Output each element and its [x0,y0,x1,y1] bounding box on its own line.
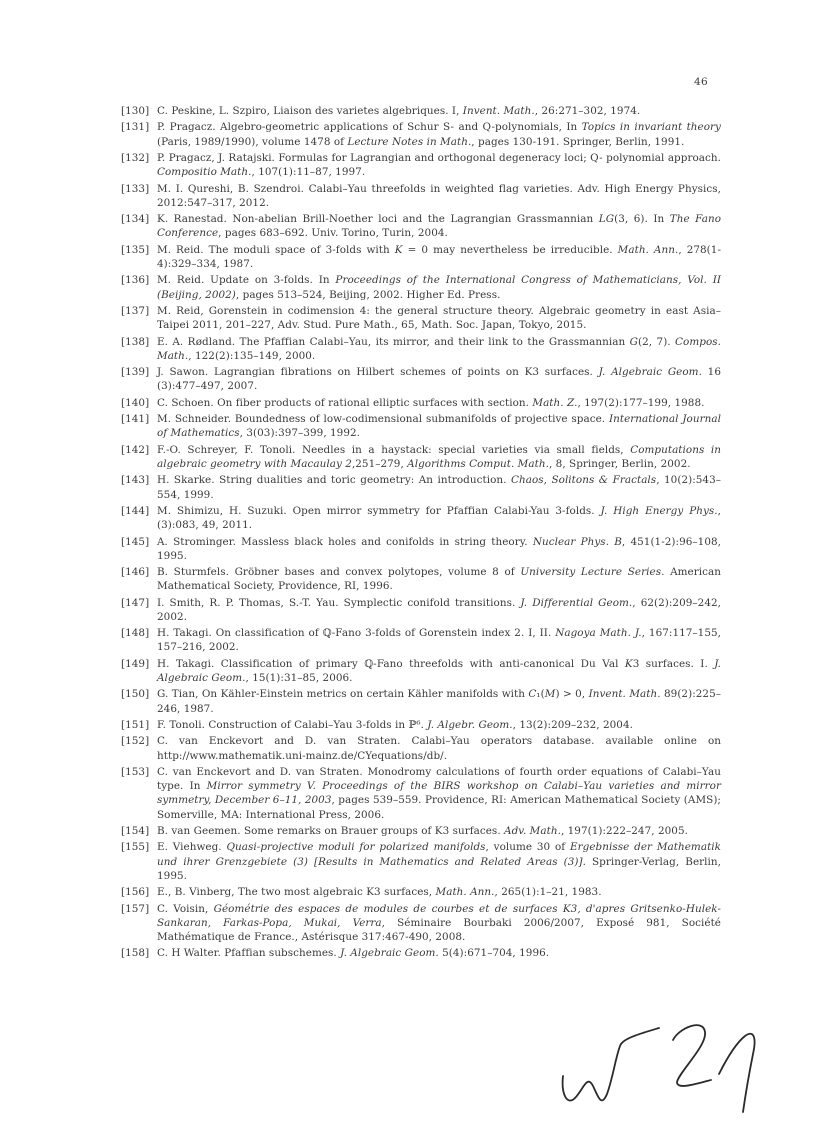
reference-italic-text: J. Differential Geom. [520,596,633,609]
reference-italic-text: Invent. Math. [462,105,535,117]
reference-plain-text: , 197(1):222–247, 2005. [560,825,688,838]
reference-plain-text: . American Mathematical Society, Providence, RI, 1996. [157,566,721,593]
reference-entry [121,212,721,240]
reference-entry [121,396,721,410]
reference-plain-text: F.-O. Schreyer, F. Tonoli. Needles in a haystack: special varieties via small fields, [157,443,631,456]
reference-italic-text: Topics in invariant theory [581,121,721,134]
reference-entry [121,104,721,118]
reference-label: [141] [121,413,150,426]
reference-entry [121,946,721,960]
reference-italic-text: Nuclear Phys. B [532,535,622,548]
reference-entry [121,718,721,732]
reference-entry [121,335,721,363]
reference-entry [121,182,721,210]
reference-plain-text: , 167:117–155, 157–216, 2002. [157,627,722,654]
reference-plain-text: 5(4):671–704, 1996. [438,947,550,960]
reference-label: [143] [121,474,150,487]
reference-plain-text: ) > 0, [555,688,589,701]
reference-entry [121,151,721,179]
reference-label: [158] [121,947,150,960]
reference-italic-text: Compos. Math. [157,335,721,362]
reference-text [157,213,721,239]
page-number: 46 [694,76,708,88]
reference-plain-text: G. Tian, On Kähler-Einstein metrics on certain Kähler manifolds with [157,688,529,701]
reference-label: [135] [121,243,150,256]
reference-text [157,105,640,117]
reference-plain-text: 89(2):225–246, 1987. [157,688,721,715]
reference-italic-text: Math. Z. [532,396,578,409]
reference-text [157,719,633,731]
reference-label: [147] [121,596,150,609]
reference-plain-text: C. Peskine, L. Szpiro, Liaison des varietes algebriques. I, [157,105,463,117]
reference-plain-text: , 26:271–302, 1974. [534,105,641,117]
reference-entry [121,473,721,501]
reference-plain-text: (2, 7). [638,335,676,348]
reference-label: [142] [121,443,150,456]
reference-italic-text: Computations in algebraic geometry with Macaulay 2 [157,443,721,470]
reference-entry [121,840,721,883]
reference-text [157,474,721,500]
reference-italic-text: M [544,688,556,701]
reference-plain-text: E. A. Rødland. The Pfaffian Calabi–Yau, its mirror, and their link to the Grassmannian [157,335,630,348]
reference-plain-text: (Paris, 1989/1990), volume 1478 of [157,135,348,148]
reference-plain-text: ₁( [536,688,545,701]
reference-plain-text: P. Pragacz. Algebro-geometric applications of Schur S- and Q-polynomials, In [157,121,582,134]
reference-text [157,183,721,209]
reference-italic-text: J. High Energy Phys. [600,504,718,517]
reference-italic-text: Nagoya Math. J. [555,627,642,640]
reference-entry [121,365,721,393]
reference-label: [138] [121,335,150,348]
reference-italic-text: K [624,657,633,670]
reference-text [157,413,721,439]
reference-plain-text: , volume 30 of [485,841,570,854]
reference-entry [121,824,721,838]
reference-text [157,947,549,959]
reference-italic-text: University Lecture Series [520,566,662,579]
reference-entry [121,243,721,271]
reference-italic-text: The Fano Conference [157,213,721,240]
reference-italic-text: Lecture Notes in Math. [347,135,472,148]
reference-plain-text: , 122(2):135–149, 2000. [188,349,316,362]
reference-italic-text: Chaos, Solitons & Fractals [510,474,657,487]
reference-italic-text: J. Algebraic Geom. [157,657,722,685]
reference-plain-text: B. Sturmfels. Gröbner bases and convex polytopes, volume 8 of [157,566,521,579]
reference-plain-text: C. van Enckevort and D. van Straten. Calabi–Yau operators database. available online on http://www.mathematik.uni-mainz.de/CYequations/db/. [157,735,721,762]
reference-entry [121,412,721,440]
reference-text [157,121,721,147]
reference-text [157,886,602,898]
reference-plain-text: M. Shimizu, H. Suzuki. Open mirror symmetry for Pfaffian Calabi-Yau 3-folds. [157,504,601,517]
reference-entry [121,120,721,148]
reference-text [157,152,721,178]
reference-entry [121,596,721,624]
reference-italic-text: G [629,335,639,348]
reference-plain-text: , 62(2):209–242, 2002. [157,596,721,623]
reference-text [157,597,721,623]
reference-label: [154] [121,825,150,838]
reference-plain-text: B. van Geemen. Some remarks on Brauer groups of K3 surfaces. [157,825,505,838]
reference-plain-text: C. Schoen. On fiber products of rational elliptic surfaces with section. [157,396,533,409]
reference-italic-text: Compositio Math. [157,166,252,179]
reference-entry [121,304,721,332]
reference-label: [144] [121,504,150,517]
reference-text [157,825,688,837]
reference-text [157,658,721,684]
reference-plain-text: 3 surfaces. I. [632,657,715,670]
reference-plain-text: , 15(1):31–85, 2006. [245,672,353,685]
reference-italic-text: K [394,243,403,256]
reference-entry [121,565,721,593]
reference-text [157,536,721,562]
reference-label: [146] [121,566,150,579]
reference-entry [121,535,721,563]
reference-italic-text: J. Algebr. Geom. [427,719,513,732]
reference-text [157,688,721,714]
reference-label: [149] [121,657,150,670]
reference-label: [150] [121,688,150,701]
reference-plain-text: J. Sawon. Lagrangian fibrations on Hilbert schemes of points on K3 surfaces. [157,366,599,379]
reference-plain-text: A. Strominger. Massless black holes and conifolds in string theory. [157,535,533,548]
reference-plain-text: , 3(03):397–399, 1992. [239,427,361,440]
reference-plain-text: M. Reid, Gorenstein in codimension 4: the general structure theory. Algebraic geometry in east Asia–Taipei 2011, 201–227, Adv. Stud. Pure Math., 65, Math. Soc. Japan, Tokyo, 2015. [157,304,721,332]
reference-text [157,336,721,362]
reference-italic-text: C [528,688,537,701]
reference-entry [121,504,721,532]
reference-plain-text: , 197(2):177–199, 1988. [577,396,705,409]
reference-plain-text: = 0 may nevertheless be irreducible. [402,243,618,256]
reference-italic-text: Géométrie des espaces de modules de courbes et de surfaces K3, d'apres Gritsenko-Hulek-Sankaran, Farkas-Popa, Mukai, Verra [157,902,721,929]
reference-text [157,766,721,821]
reference-label: [155] [121,841,150,854]
reference-plain-text: ,251–279, [351,457,408,470]
reference-entry [121,443,721,471]
handwritten-signature [555,1010,775,1120]
reference-plain-text: , 278(1-4):329–334, 1987. [157,243,722,270]
reference-plain-text: (3, 6). In [614,213,670,226]
reference-plain-text: , 265(1):1–21, 1983. [494,886,602,899]
reference-text [157,397,704,409]
reference-plain-text: F. Tonoli. Construction of Calabi–Yau 3-folds in ℙ⁶. [157,719,428,732]
reference-italic-text: Proceedings of the International Congress of Mathematicians, Vol. II (Beijing, 2002) [157,274,722,301]
reference-text [157,505,721,531]
reference-plain-text: , 10(2):543–554, 1999. [157,474,721,501]
reference-plain-text: M. Schneider. Boundedness of low-codimensional submanifolds of projective space. [157,413,609,426]
reference-entry [121,765,721,822]
reference-italic-text: Math. Ann. [435,886,495,899]
reference-text [157,444,721,470]
reference-plain-text: , pages 683–692. Univ. Torino, Turin, 2004. [218,227,448,240]
reference-plain-text: , pages 539–559. Providence, RI: American Mathematical Society (AMS); Somerville, MA: International Press, 2006. [157,794,721,821]
reference-label: [140] [121,396,150,409]
reference-italic-text: Adv. Math. [504,825,561,838]
reference-label: [153] [121,766,150,779]
reference-plain-text: , pages 130-191. Springer, Berlin, 1991. [471,135,685,148]
reference-label: [137] [121,304,150,317]
reference-italic-text: Invent. Math. [588,688,661,701]
reference-plain-text: H. Takagi. Classification of primary ℚ-Fano threefolds with anti-canonical Du Val [157,657,625,670]
reference-label: [156] [121,886,150,899]
reference-italic-text: Mirror symmetry V. Proceedings of the BIRS workshop on Calabi–Yau varieties and mirror symmetry, December 6–11, 2003 [157,780,721,807]
reference-plain-text: H. Takagi. On classification of ℚ-Fano 3-folds of Gorenstein index 2. I, II. [157,627,556,640]
reference-text [157,244,721,270]
reference-label: [157] [121,902,150,915]
reference-plain-text: , 107(1):11–87, 1997. [251,166,366,179]
reference-plain-text: P. Pragacz, J. Ratajski. Formulas for Lagrangian and orthogonal degeneracy loci; Q- polynomial approach. [157,151,721,164]
reference-italic-text: J. Algebraic Geom. [598,366,702,379]
reference-plain-text: E., B. Vinberg, The two most algebraic K3 surfaces, [157,886,436,899]
reference-entry [121,885,721,899]
reference-italic-text: Quasi-projective moduli for polarized manifolds [226,841,486,854]
reference-text [157,274,721,300]
reference-label: [134] [121,213,150,226]
reference-label: [133] [121,182,150,195]
reference-text [157,305,721,331]
reference-plain-text: , (3):083, 49, 2011. [157,504,721,532]
reference-text [157,735,721,761]
reference-text [157,903,721,943]
reference-italic-text: Ergebnisse der Mathematik und ihrer Grenzgebiete (3) [Results in Mathematics and Related Areas (3)] [157,841,722,868]
reference-label: [151] [121,719,150,732]
reference-text [157,841,721,881]
reference-label: [131] [121,121,150,134]
reference-label: [139] [121,366,150,379]
reference-label: [132] [121,151,150,164]
reference-list [121,104,721,963]
reference-entry [121,687,721,715]
reference-entry [121,273,721,301]
reference-label: [145] [121,535,150,548]
reference-plain-text: 16 (3):477–497, 2007. [157,366,721,393]
reference-plain-text: E. Viehweg. [157,841,227,854]
reference-label: [130] [121,105,150,117]
reference-plain-text: C. van Enckevort and D. van Straten. Monodromy calculations of fourth order equations of Calabi–Yau type. In [157,766,721,793]
reference-plain-text: C. Voisin, [157,902,214,915]
reference-plain-text: I. Smith, R. P. Thomas, S.-T. Yau. Symplectic conifold transitions. [157,596,521,609]
reference-label: [148] [121,627,150,640]
reference-plain-text: , 451(1-2):96–108, 1995. [157,535,721,562]
reference-entry [121,657,721,685]
reference-entry [121,734,721,762]
reference-plain-text: , 13(2):209–232, 2004. [512,719,633,732]
reference-plain-text: . Springer-Verlag, Berlin, 1995. [157,855,721,882]
reference-label: [152] [121,735,150,748]
reference-plain-text: M. Reid. Update on 3-folds. In [157,274,336,287]
reference-plain-text: C. H Walter. Pfaffian subschemes. [157,947,341,960]
reference-text [157,627,721,653]
reference-plain-text: K. Ranestad. Non-abelian Brill-Noether loci and the Lagrangian Grassmannian [157,213,599,226]
reference-italic-text: International Journal of Mathematics [157,413,721,440]
reference-label: [136] [121,274,150,287]
reference-entry [121,902,721,945]
reference-italic-text: Math. Ann. [617,243,679,256]
reference-italic-text: Algorithms Comput. Math. [407,457,549,470]
reference-plain-text: , Séminaire Bourbaki 2006/2007, Exposé 981, Société Mathématique de France., Astérisque 317:467-490, 2008. [157,916,721,944]
reference-plain-text: , 8, Springer, Berlin, 2002. [548,457,691,470]
reference-plain-text: , pages 513–524, Beijing, 2002. Higher Ed. Press. [235,288,501,301]
reference-italic-text: LG [598,213,615,226]
reference-plain-text: M. I. Qureshi, B. Szendroi. Calabi–Yau threefolds in weighted flag varieties. Adv. High Energy Physics, 2012:547–317, 2012. [157,182,721,209]
reference-plain-text: H. Skarke. String dualities and toric geometry: An introduction. [157,474,511,487]
reference-text [157,366,721,392]
reference-plain-text: M. Reid. The moduli space of 3-folds with [157,243,395,256]
reference-text [157,566,721,592]
reference-italic-text: J. Algebraic Geom. [340,947,439,960]
reference-entry [121,626,721,654]
